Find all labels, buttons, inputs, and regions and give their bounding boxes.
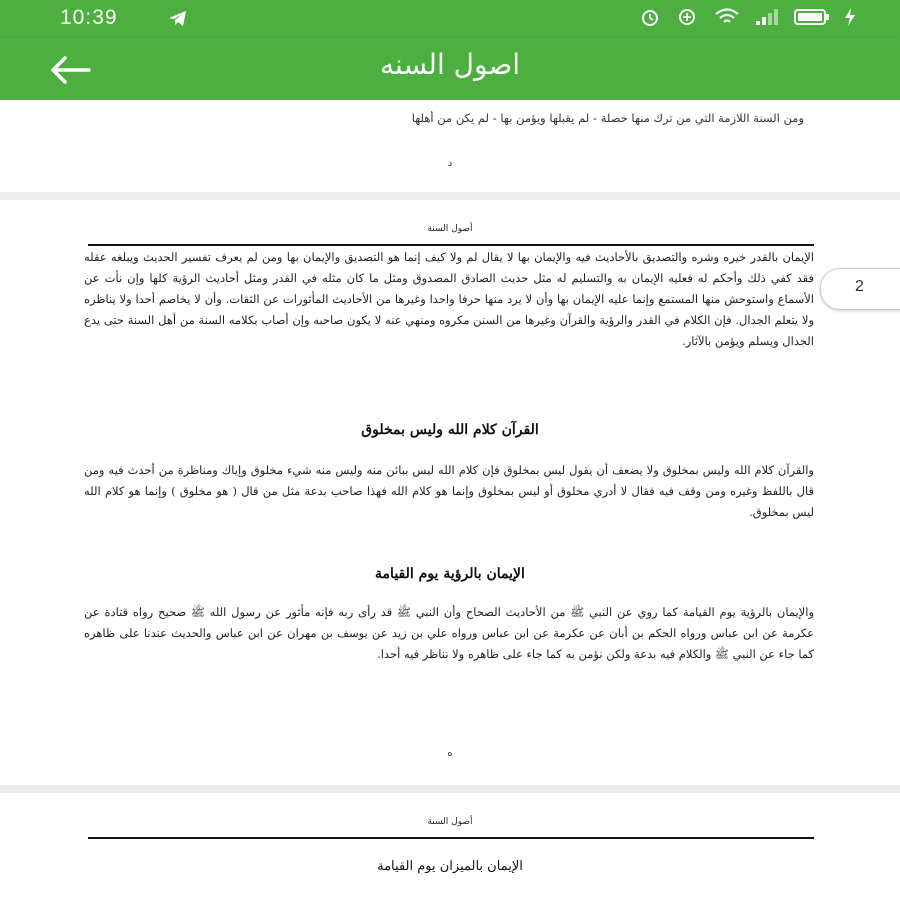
page-number: د: [447, 158, 453, 169]
pdf-page-3: [0, 793, 900, 900]
status-time: 10:39: [60, 6, 118, 29]
app-title: [0, 48, 900, 81]
signal-icon: [754, 7, 780, 27]
status-bar: [0, 0, 900, 38]
section-heading: الإيمان بالميزان يوم القيامة: [377, 859, 523, 874]
charging-icon: [844, 7, 856, 27]
alarm-icon: [640, 7, 660, 27]
app-title-text: اصول السنه: [379, 48, 520, 81]
section-heading: القرآن كلام الله وليس بمخلوق: [361, 422, 539, 438]
page-indicator-number: 2: [855, 278, 864, 295]
wifi-icon: [714, 7, 740, 27]
header-rule: [88, 244, 814, 246]
pdf-page-2: [0, 200, 900, 785]
paragraph-block: والإيمان بالرؤية يوم القيامة كما روي عن النبي ﷺ من الأحاديث الصحاح وأن النبي ﷺ قد رأى ربه فإنه مأثور عن رسول الله ﷺ صحيح رواه قتادة عن عكرمة عن ابن عباس ورواه الحكم بن أبان عن عكرمة عن ابن عباس ورواه علي بن زيد عن يوسف بن مهران عن ابن عباس والحديث عندنا على ظاهره كما جاء عن النبي ﷺ والكلام فيه بدعة ولكن نؤمن به كما جاء على ظاهره ولا نناظر فيه أحدا.: [84, 605, 814, 661]
page-indicator-tab[interactable]: [820, 268, 900, 310]
app-bar: [0, 38, 900, 100]
paragraph-block: الإيمان بالقدر خيره وشره والتصديق بالأحاديث فيه والإيمان بها لا يقال لم ولا كيف إنما هو التصديق والإيمان بها ومن لم يعرف تفسير الحديث ويبلغه عقله فقد كفي ذلك وأحكم له فعليه الإيمان به والتسليم له مثل حديث الصادق المصدوق ومثل ما كان مثله في القدر ومثل أحاديث الرؤية كلها وإن نأت عن الأسماع واستوحش منها المستمع وإنما عليه الإيمان بها وأن لا يرد منها حرفا واحدا وغيرها من الأحاديث المأثورات عن الثقات. وأن لا يخاصم أحدا ولا يناظره ولا يتعلم الجدال. فإن الكلام في القدر والرؤية والقرآن وغيرها من السنن مكروه ومنهي عنه لا يكون صاحبه وإن أصاب بكلامه السنة من أهل السنة حتى يدع الجدال ويسلم ويؤمن بالآثار.: [84, 250, 814, 348]
telegram-icon: [168, 10, 188, 28]
page-text: ومن السنة اللازمة التي من ترك منها خصلة - لم يقبلها ويؤمن بها - لم يكن من أهلها: [411, 111, 804, 125]
section-heading: الإيمان بالرؤية يوم القيامة: [375, 566, 525, 582]
pdf-page-1: [0, 100, 900, 192]
status-icons: [640, 7, 856, 27]
paragraph-block: والقرآن كلام الله وليس بمخلوق ولا يضعف أن يقول ليس بمخلوق فإن كلام الله ليس ببائن منه وليس منه شيء مخلوق وإياك ومناظرة من أحدث فيه ومن قال باللفظ وغيره ومن وقف فيه فقال لا أدري مخلوق أو ليس بمخلوق وإنما هو كلام الله فهذا صاحب بدعة مثل من قال ( هو مخلوق ) وإنما هو كلام الله ليس بمخلوق.: [84, 463, 814, 519]
page-number: ه: [447, 748, 453, 759]
battery-icon: [794, 7, 830, 27]
running-header: أصول السنة: [427, 224, 473, 234]
data-saver-icon: [674, 7, 700, 27]
running-header: أصول السنة: [427, 817, 473, 827]
header-rule: [88, 837, 814, 839]
